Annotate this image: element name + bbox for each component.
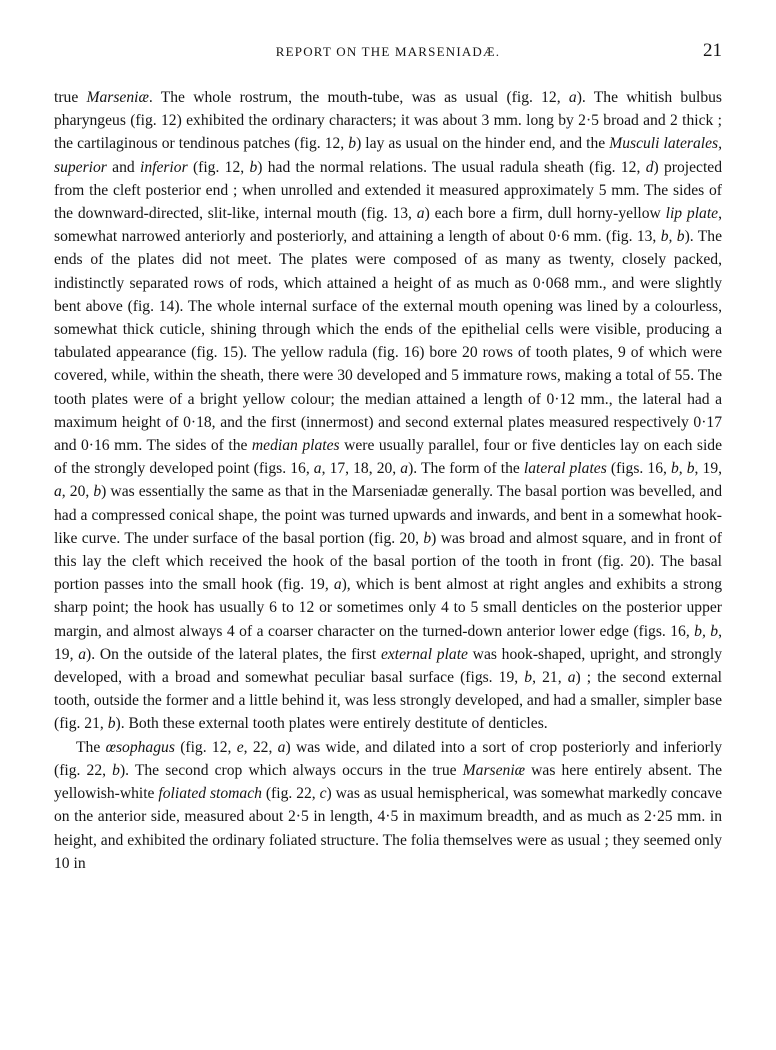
text-run: ) lay as usual on the hinder end, and the [356, 135, 610, 153]
text-run: ). The second crop which always occurs in the true [119, 761, 463, 779]
text-run: was hook-shaped, upright, and strongly developed, with a broad and somewhat peculiar basal surface (figs. 19, [54, 645, 722, 687]
text-run: ) was as usual hemispherical, was somewhat markedly concave on the anterior side, measured about 2·5 in length, 4·5 in maximum breadth, and as much as 2·25 mm. in height, and exhibited the ordinary foliated structure. The folia themselves were as usual ; they seemed only 10 in [54, 785, 723, 872]
italic-term: a [277, 738, 286, 756]
italic-term: e [236, 738, 244, 756]
text-run: (fig. 12, [174, 738, 237, 756]
italic-term: a [333, 576, 342, 594]
text-run: was here entirely absent. The yellowish-white [54, 761, 723, 803]
text-run: The [76, 738, 106, 756]
italic-term: Marseniæ [462, 761, 526, 779]
italic-term: c [319, 785, 327, 803]
body-text [54, 86, 722, 875]
italic-term: a [78, 645, 87, 663]
text-run: ) was wide, and dilated into a sort of crop posteriorly and inferiorly (fig. 22, [54, 738, 723, 779]
italic-term: b, b [670, 460, 695, 478]
italic-term: b [112, 761, 120, 779]
italic-term: a [54, 483, 62, 501]
text-run: ) was essentially the same as that in the Marseniadæ generally. The basal portion was bevelled, and had a compressed conical shape, the point was turned upwards and inwards, and bent in a somewhat hook-like curve. The under surface of the basal portion (fig. 20, [54, 483, 723, 547]
running-title: REPORT ON THE MARSENIADÆ. [275, 44, 501, 59]
text-run: and [106, 158, 140, 176]
italic-term: b, b [694, 622, 719, 640]
text-run: ). The whitish bulbus pharyngeus (fig. 12) exhibited the ordinary characters; it was about 3 mm. long by 2·5 broad and 2 thick ; the cartilaginous or tendinous patches (fig. 12, [54, 89, 722, 153]
italic-term: b [107, 715, 116, 733]
italic-term: inferior [139, 158, 188, 176]
page-number: 21 [703, 40, 722, 61]
italic-term: lateral plates [523, 460, 607, 478]
text-run: ). The ends of the plates did not meet. The plates were composed of as many as twenty, closely packed, indistinctly separated rows of rods, which attained a height of as much as 0·068 mm., and were slightly bent above (fig. 14). The whole internal surface of the external mouth opening was lined by a colourless, somewhat thick cuticle, shining through which the ends of the epithelial cells were visible, producing a tabulated appearance (fig. 15). The yellow radula (fig. 16) bore 20 rows of tooth plates, 9 of which were covered, while, within the sheath, there were 30 developed and 5 immature rows, making a total of 55. The tooth plates were of a bright yellow colour; the median attained a length of 0·12 mm., the lateral had a maximum height of 0·18, and the first (innermost) and second external plates measured respectively 0·17 and 0·16 mm. The sides of the [54, 228, 723, 455]
text-run: , 22, [243, 738, 278, 756]
italic-term: lip plate [665, 205, 719, 223]
italic-term: foliated stomach [158, 785, 262, 803]
italic-term: a [568, 89, 577, 106]
text-run: , 19, [54, 622, 723, 663]
text-run: (figs. 16, [606, 460, 671, 478]
text-run: . The whole rostrum, the mouth-tube, was as usual (fig. 12, [148, 89, 569, 106]
italic-term: b [348, 135, 357, 153]
italic-term: œsophagus [105, 738, 175, 756]
text-run: ) ; the second external tooth, outside the former and a little behind it, was less strongly developed, and had a smaller, simpler base (fig. 21, [54, 669, 723, 733]
text-run: were usually parallel, four or five denticles lay on each side of the strongly developed point (figs. 16, [54, 437, 722, 478]
italic-term: external plate [380, 645, 468, 663]
italic-term: b [524, 669, 533, 687]
italic-term: Musculi laterales, superior [54, 135, 722, 176]
italic-term: a [416, 205, 425, 223]
text-run: , 20, [61, 483, 94, 501]
text-run: (fig. 22, [261, 785, 320, 803]
text-run: , somewhat narrowed anteriorly and posteriorly, and attaining a length of about 0·6 mm. (fig. 13, [54, 205, 722, 246]
italic-term: median plates [251, 437, 340, 455]
text-run: ), which is bent almost at right angles and exhibits a strong sharp point; the hook has usually 6 to 12 or sometimes only 4 to 5 small denticles on the posterior upper margin, and almost always 4 of a coarser character on the turned-down anterior lower edge (figs. 16, [54, 576, 722, 640]
text-run: ) projected from the cleft posterior end ; when unrolled and extended it measured approximately 5 mm. The sides of the downward-directed, slit-like, internal mouth (fig. 13, [54, 158, 722, 223]
italic-term: b [423, 529, 432, 547]
text-run: ). The form of the [408, 460, 524, 478]
italic-term: d [645, 158, 654, 176]
italic-term: a [567, 669, 576, 687]
italic-term: a [400, 460, 409, 478]
italic-term: b [93, 483, 102, 501]
text-run: ) had the normal relations. The usual radula sheath (fig. 12, [257, 158, 646, 176]
text-run: ). Both these external tooth plates were entirely destitute of denticles. [115, 715, 548, 733]
paragraph-oesophagus [54, 736, 722, 875]
text-run: (fig. 12, [187, 158, 250, 176]
text-run: , 17, 18, 20, [321, 460, 401, 478]
italic-term: b [249, 158, 258, 176]
text-run: true [54, 89, 87, 106]
text-run: ) was broad and almost square, and in front of this lay the cleft which received the hook of the basal portion of the tooth in front (fig. 20). The basal portion passes into the small hook (fig. 19, [54, 529, 722, 594]
text-run: , 19, [694, 460, 723, 478]
text-run: ). On the outside of the lateral plates, the first [86, 645, 381, 663]
italic-term: a [313, 460, 322, 478]
italic-term: Marseniæ [86, 89, 149, 106]
italic-term: b, b [660, 228, 685, 246]
text-run: ) each bore a firm, dull horny-yellow [424, 205, 666, 223]
running-head [54, 40, 722, 68]
text-run: , 21, [532, 669, 568, 687]
paragraph-radula [54, 86, 722, 736]
